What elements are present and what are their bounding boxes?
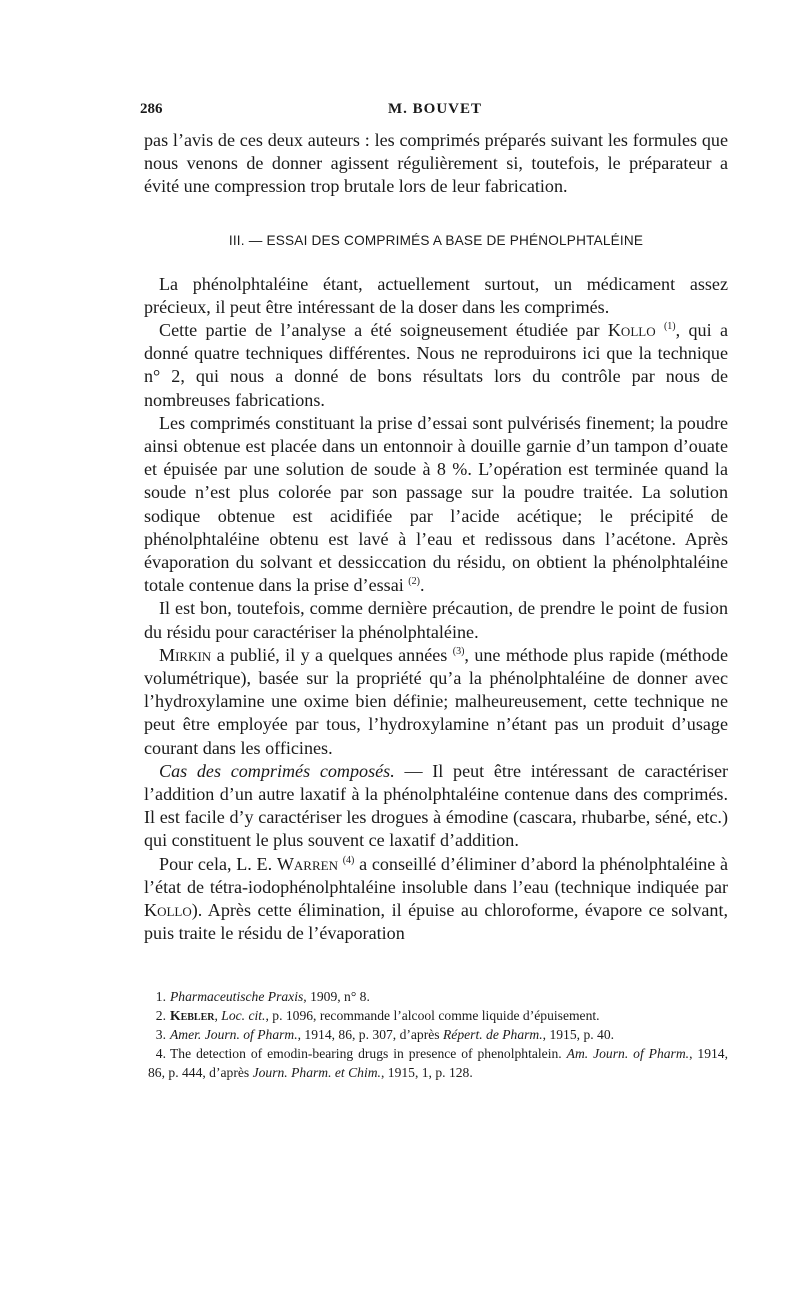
paragraph-2 (144, 319, 728, 412)
paragraph-5 (144, 644, 728, 760)
footnote-2-text: , p. 1096, recommande l’alcool comme liquide d’épuisement. (265, 1008, 600, 1023)
footnote-1-number: 1. (155, 989, 166, 1004)
footnote-4-journal: Am. Journ. of Pharm. (566, 1046, 690, 1061)
footnote-3 (148, 1025, 728, 1044)
author-name-mirkin: Mirkin (159, 644, 212, 665)
footnote-ref-2: (2) (408, 576, 420, 588)
footnote-3-repert: Répert. de Pharm. (442, 1027, 543, 1042)
footnote-ref-1: (1) (663, 320, 676, 332)
paragraph-intro: pas l’avis de ces deux auteurs : les comprimés préparés suivant les formules que nous venons de donner agissent régulièrement si, toutefois, le préparateur a évité une compression trop brutale lors de leur fabrication. (144, 130, 728, 197)
footnote-ref-4: (4) (342, 854, 355, 866)
footnote-1-text: , 1909, n° 8. (303, 989, 370, 1004)
paragraph-3-text-a: Les comprimés constituant la prise d’essai sont pulvérisés finement; la poudre ainsi obtenue est placée dans un entonnoir à douille garnie d’un tampon d’ouate et épuisée par une solution de soude à 8 %. L’opération est terminée quand la soude n’est plus colorée par son passage sur la poudre traitée. La solution sodique obtenue est acidifiée par l’acide acétique; le précipité de phénolphtaléine obtenu est lavé à l’eau et redissous dans l’acétone. Après évaporation du solvant et dessiccation du résidu, on obtient la phénolphtaléine totale contenue dans la prise d’essai (144, 412, 728, 596)
footnote-1-title: Pharmaceutische Praxis (170, 989, 304, 1004)
footnote-3-number: 3. (155, 1027, 166, 1042)
footnote-4 (148, 1044, 728, 1082)
paragraph-6 (144, 760, 728, 853)
footnote-2-sep: , (214, 1008, 222, 1023)
footnote-ref-3: (3) (452, 645, 465, 657)
footnotes (148, 987, 728, 1082)
footnote-2 (148, 1006, 728, 1025)
paragraph-7-text-b: a conseillé d’éliminer d’abord la phénolphtaléine à l’état de tétra-iodophénolphtaléine insoluble dans l’eau (technique indiquée par (144, 853, 728, 897)
paragraph-3 (144, 412, 728, 598)
paragraph-5-text-a: a publié, il y a quelques années (211, 644, 453, 665)
footnote-4-journal-2: Journ. Pharm. et Chim. (252, 1065, 381, 1080)
footnote-3-text-a: , 1914, 86, p. 307, d’après (297, 1027, 443, 1042)
footnote-1 (148, 987, 728, 1006)
paragraph-4: Il est bon, toutefois, comme dernière précaution, de prendre le point de fusion du résidu pour caractériser la phénolphtaléine. (144, 598, 728, 642)
section-heading: III. — ESSAI DES COMPRIMÉS A BASE DE PHÉNOLPHTALÉINE (228, 232, 644, 248)
running-head-author: M. BOUVET (387, 101, 482, 117)
paragraph-5-text-b: , une méthode plus rapide (méthode volumétrique), basée sur la propriété qu’a la phénolphtaléine de donner avec l’hydroxylamine une oxime bien définie; malheureusement, cette technique ne peut être employée par tous, l’hydroxylamine n’étant pas un produit d’usage courant dans les officines. (144, 644, 728, 758)
footnote-2-number: 2. (155, 1008, 166, 1023)
author-name-kollo: Kollo (607, 320, 656, 341)
paragraph-7 (144, 853, 728, 946)
footnote-4-text-a: , 1914, 86, p. 444, d’après (148, 1046, 729, 1080)
page-number: 286 (140, 101, 163, 117)
paragraph-3-text-b: . (419, 575, 425, 596)
paragraph-2-text-b: , qui a donné quatre techniques différentes. Nous ne reproduirons ici que la technique n° 2, qui nous a donné de bons résultats lors du contrôle par nous de nombreuses fabrications. (144, 320, 728, 410)
author-name-warren: Warren (276, 853, 338, 874)
footnote-2-author: Kebler (170, 1008, 215, 1023)
body-text (144, 129, 728, 946)
running-head (140, 101, 730, 123)
paragraph-2-text-a: Cette partie de l’analyse a été soigneusement étudiée par (159, 320, 608, 341)
footnote-4-text: The detection of emodin-bearing drugs in presence of phenolphtalein. (170, 1046, 567, 1061)
subsection-title: Cas des comprimés composés. (159, 760, 395, 781)
footnote-4-text-b: , 1915, 1, p. 128. (380, 1065, 473, 1080)
paragraph-7-text-c: ). Après cette élimination, il épuise au chloroforme, évapore ce solvant, puis traite le résidu de l’évaporation (144, 900, 728, 944)
paragraph-1: La phénolphtaléine étant, actuellement surtout, un médicament assez précieux, il peut être intéressant de la doser dans les comprimés. (144, 273, 728, 317)
footnote-4-number: 4. (155, 1046, 166, 1061)
footnote-2-citation: Loc. cit. (221, 1008, 266, 1023)
footnote-3-text-b: , 1915, p. 40. (542, 1027, 615, 1042)
paragraph-7-text-a: Pour cela, L. E. (159, 853, 277, 874)
author-name-kollo-2: Kollo (144, 900, 192, 921)
footnote-3-journal: Amer. Journ. of Pharm. (170, 1027, 298, 1042)
paragraph-6-text: — Il peut être intéressant de caractériser l’addition d’un autre laxatif à la phénolphtaléine contenue dans des comprimés. Il est facile d’y caractériser les drogues à émodine (cascara, rhubarbe, séné, etc.) qui constituent le plus souvent ce laxatif d’addition. (144, 760, 728, 851)
